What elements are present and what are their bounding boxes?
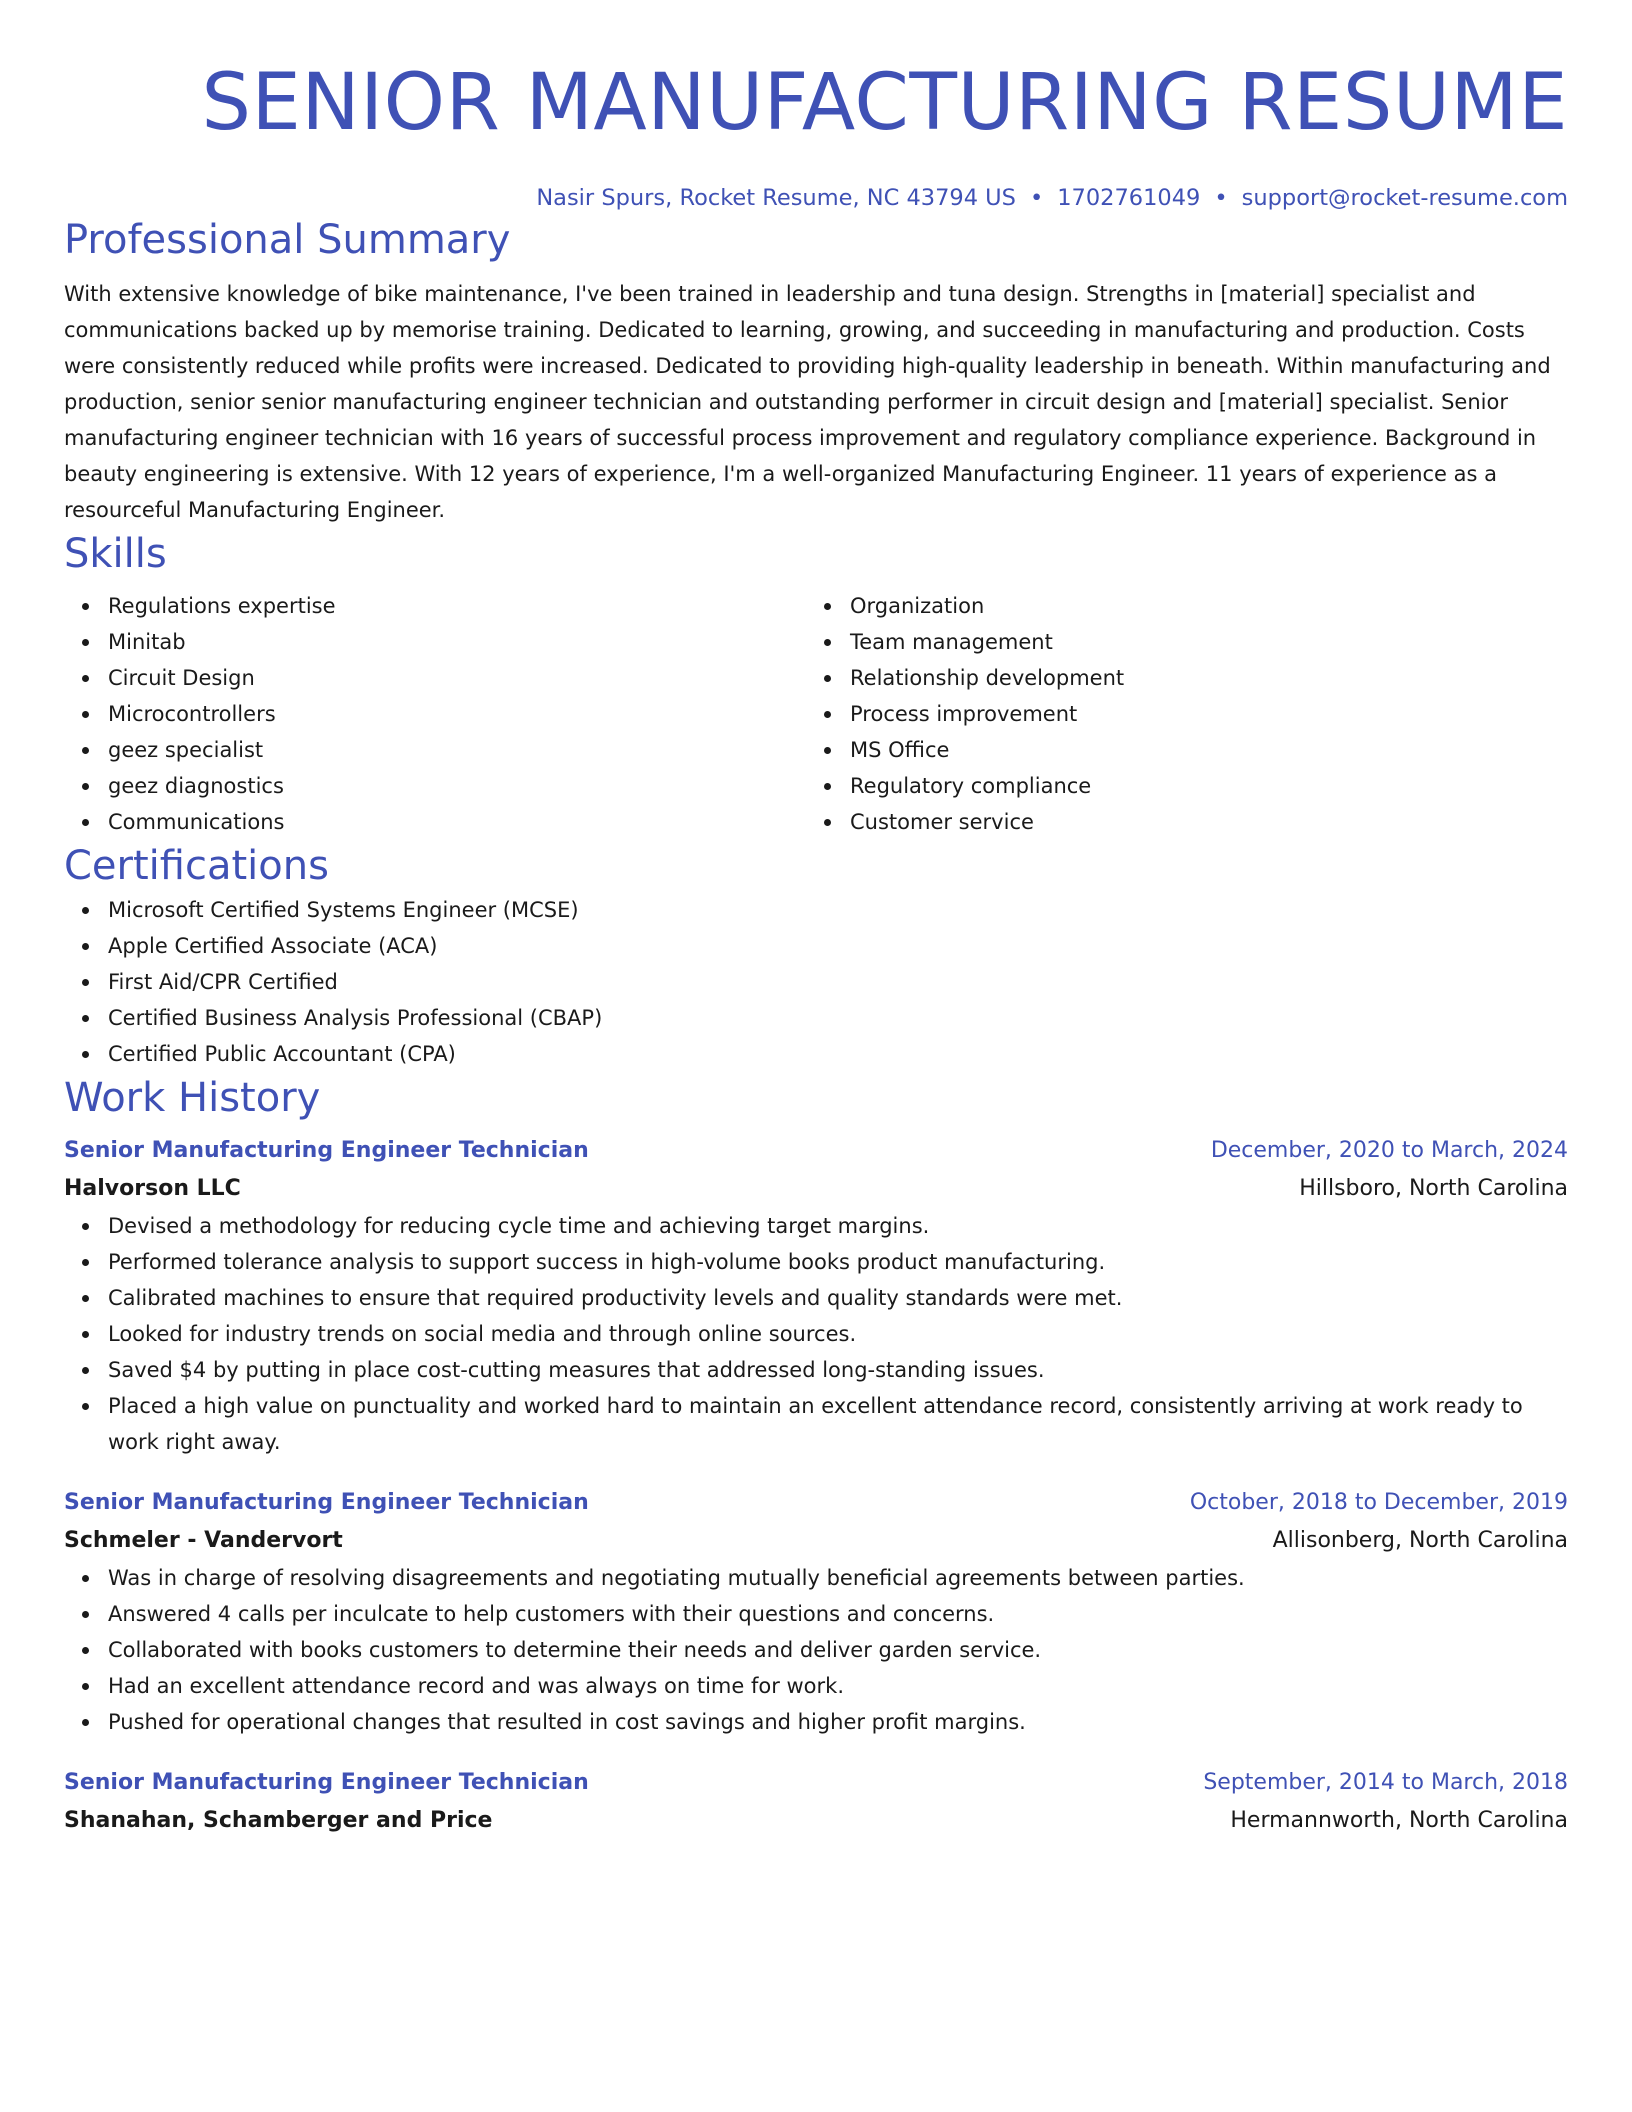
skills-list-right — [806, 588, 1548, 840]
job-duty-item: Calibrated machines to ensure that required productivity levels and quality standards were met. — [108, 1280, 1568, 1316]
certification-item: Certified Public Accountant (CPA) — [108, 1036, 1568, 1072]
job-dates: December, 2020 to March, 2024 — [1210, 1138, 1568, 1163]
job-duty-item: Pushed for operational changes that resulted in cost savings and higher profit margins. — [108, 1704, 1568, 1740]
job-company-row — [64, 1802, 1568, 1840]
job-company: Shanahan, Schamberger and Price — [64, 1808, 493, 1833]
contact-email: support@rocket-resume.com — [1241, 185, 1568, 211]
skill-item: Microcontrollers — [108, 696, 806, 732]
job-duty-item: Collaborated with books customers to determine their needs and deliver garden service. — [108, 1632, 1568, 1668]
job-company: Schmeler - Vandervort — [64, 1528, 343, 1553]
resume-title: SENIOR MANUFACTURING RESUME — [201, 58, 1568, 148]
skill-item: geez specialist — [108, 732, 806, 768]
job-company: Halvorson LLC — [64, 1176, 241, 1201]
job-duty-item: Devised a methodology for reducing cycle time and achieving target margins. — [108, 1208, 1568, 1244]
job-dates: October, 2018 to December, 2019 — [1189, 1490, 1568, 1515]
certification-item: Certified Business Analysis Professional (CBAP) — [108, 1000, 1568, 1036]
job-duty-item: Had an excellent attendance record and was always on time for work. — [108, 1668, 1568, 1704]
job-entry — [64, 1764, 1568, 1840]
job-duty-item: Looked for industry trends on social media and through online sources. — [108, 1316, 1568, 1352]
skill-item: Minitab — [108, 624, 806, 660]
job-location: Hillsboro, North Carolina — [1299, 1176, 1568, 1201]
contact-line — [64, 182, 1568, 214]
job-title: Senior Manufacturing Engineer Technician — [64, 1490, 589, 1515]
summary-text: With extensive knowledge of bike maintenance, I've been trained in leadership and tuna design. Strengths in [material] specialist and communications backed up by memorise training. Dedicated to learning, growing, and succeeding in manufacturing and production. Costs were consistently reduced while profits were increased. Dedicated to providing high-quality leadership in beneath. Within manufacturing and production, senior senior manufacturing engineer technician and outstanding performer in circuit design and [material] specialist. Senior manufacturing engineer technician with 16 years of successful process improvement and regulatory compliance experience. Background in beauty engineering is extensive. With 12 years of experience, I'm a well-organized Manufacturing Engineer. 11 years of experience as a resourceful Manufacturing Engineer. — [64, 282, 1551, 522]
contact-phone: 1702761049 — [1057, 185, 1201, 211]
resume-page — [64, 0, 1568, 1840]
job-entry — [64, 1132, 1568, 1460]
job-duty-item: Placed a high value on punctuality and worked hard to maintain an excellent attendance record, consistently arriving at work ready to work right away. — [108, 1388, 1568, 1460]
job-entry — [64, 1484, 1568, 1740]
skill-item: Circuit Design — [108, 660, 806, 696]
certification-item: Apple Certified Associate (ACA) — [108, 928, 1568, 964]
skill-item: geez diagnostics — [108, 768, 806, 804]
job-duty-item: Performed tolerance analysis to support success in high-volume books product manufacturing. — [108, 1244, 1568, 1280]
skill-item: Team management — [850, 624, 1548, 660]
contact-address: Nasir Spurs, Rocket Resume, NC 43794 US — [536, 185, 1016, 211]
skill-item: Organization — [850, 588, 1548, 624]
job-duty-item: Was in charge of resolving disagreements and negotiating mutually beneficial agreements between parties. — [108, 1560, 1568, 1596]
job-title: Senior Manufacturing Engineer Technician — [64, 1770, 589, 1795]
skill-item: Regulations expertise — [108, 588, 806, 624]
job-title: Senior Manufacturing Engineer Technician — [64, 1138, 589, 1163]
skill-item: Relationship development — [850, 660, 1548, 696]
contact-separator: • — [1029, 185, 1044, 211]
job-company-row — [64, 1522, 1568, 1560]
certifications-heading: Certifications — [64, 843, 329, 889]
certification-item: First Aid/CPR Certified — [108, 964, 1568, 1000]
skills-list-left — [64, 588, 806, 840]
job-dates: September, 2014 to March, 2018 — [1203, 1770, 1568, 1795]
skill-item: Customer service — [850, 804, 1548, 840]
skill-item: Communications — [108, 804, 806, 840]
skills-column-right — [806, 588, 1548, 840]
contact-separator: • — [1214, 185, 1228, 211]
skill-item: Regulatory compliance — [850, 768, 1548, 804]
job-title-row — [64, 1484, 1568, 1522]
job-duties-list — [64, 1560, 1568, 1740]
job-duty-item: Answered 4 calls per inculcate to help customers with their questions and concerns. — [108, 1596, 1568, 1632]
skills-heading: Skills — [64, 531, 167, 577]
job-title-row — [64, 1764, 1568, 1802]
skill-item: MS Office — [850, 732, 1548, 768]
certifications-list — [64, 892, 1568, 1072]
skills-grid — [64, 588, 1568, 840]
job-title-row — [64, 1132, 1568, 1170]
work-history-heading: Work History — [64, 1075, 321, 1121]
summary-heading: Professional Summary — [64, 217, 511, 263]
job-duties-list — [64, 1208, 1568, 1460]
job-location: Hermannworth, North Carolina — [1230, 1808, 1568, 1833]
skills-column-left — [64, 588, 806, 840]
job-location: Allisonberg, North Carolina — [1272, 1528, 1568, 1553]
skill-item: Process improvement — [850, 696, 1548, 732]
job-duty-item: Saved $4 by putting in place cost-cutting measures that addressed long-standing issues. — [108, 1352, 1568, 1388]
job-company-row — [64, 1170, 1568, 1208]
certification-item: Microsoft Certified Systems Engineer (MCSE) — [108, 892, 1568, 928]
